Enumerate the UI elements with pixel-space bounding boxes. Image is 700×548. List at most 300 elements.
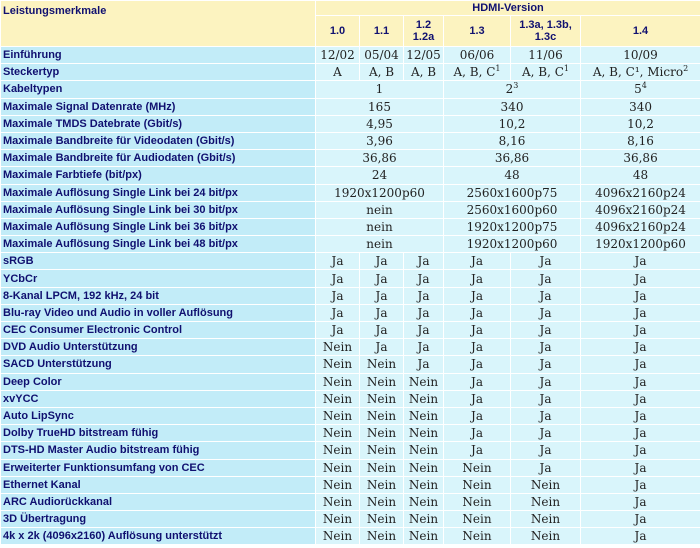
value-text: Ja	[471, 409, 483, 424]
value-cell	[404, 64, 443, 80]
table-row	[1, 356, 700, 372]
feature-label: ARC Audiorückkanal	[1, 494, 315, 510]
table-row	[1, 374, 700, 390]
value-cell	[444, 288, 510, 304]
value-cell	[444, 425, 510, 441]
value-cell	[360, 322, 403, 338]
value-cell	[511, 425, 580, 441]
value-text: A, B	[368, 65, 395, 80]
value-text: Ja	[539, 323, 552, 338]
value-cell	[316, 133, 443, 149]
feature-label: Maximale Bandbreite für Audiodaten (Gbit/s)	[1, 150, 315, 166]
value-cell	[360, 408, 403, 424]
value-cell	[316, 185, 443, 201]
value-cell	[581, 408, 700, 424]
value-text: Ja	[634, 512, 647, 527]
table-row	[1, 425, 700, 441]
feature-label: Auto LipSync	[1, 408, 315, 424]
value-cell	[316, 511, 359, 527]
value-text: Ja	[634, 357, 647, 372]
footnote-marker: 1	[563, 64, 570, 74]
value-cell	[581, 356, 700, 372]
value-text: A, B	[410, 65, 437, 80]
version-label: 1.3	[469, 25, 485, 37]
footnote-marker: 1	[495, 64, 501, 74]
value-cell	[444, 391, 510, 407]
value-text: 12/02	[320, 48, 355, 63]
value-text: 12/05	[406, 48, 441, 63]
value-cell	[581, 477, 700, 493]
table-row	[1, 253, 700, 269]
value-cell	[360, 339, 403, 355]
value-text: 3,96	[366, 134, 393, 149]
value-cell	[444, 150, 580, 166]
value-text: Ja	[471, 443, 483, 458]
value-text: 2560x1600p75	[466, 185, 558, 200]
value-text: 340	[500, 99, 524, 114]
value-text: 1920x1200p75	[466, 219, 558, 234]
value-cell	[511, 322, 580, 338]
table-row	[1, 116, 700, 132]
value-text: 165	[368, 99, 391, 114]
footnote-marker: 3	[513, 81, 519, 91]
value-text: Ja	[634, 494, 647, 509]
table-row	[1, 236, 700, 252]
value-text: Ja	[471, 426, 483, 441]
value-cell	[316, 236, 443, 252]
value-cell	[581, 253, 700, 269]
value-text: Nein	[322, 443, 353, 458]
value-cell	[316, 64, 359, 80]
value-cell	[511, 288, 580, 304]
feature-label: Maximale Farbtiefe (bit/px)	[1, 167, 315, 183]
value-cell	[581, 185, 700, 201]
value-text: Ja	[417, 271, 430, 286]
value-cell	[316, 167, 443, 183]
value-cell	[511, 305, 580, 321]
value-text: Ja	[539, 426, 552, 441]
value-cell	[511, 47, 580, 63]
value-cell	[404, 253, 443, 269]
table-row	[1, 322, 700, 338]
value-cell	[360, 374, 403, 390]
value-cell	[581, 391, 700, 407]
feature-label: Maximale Auflösung Single Link bei 48 bit/px	[1, 236, 315, 252]
value-cell	[360, 460, 403, 476]
value-cell	[581, 47, 700, 63]
value-cell	[404, 442, 443, 458]
value-cell	[444, 47, 510, 63]
value-cell	[444, 99, 580, 115]
footnote-marker: 4	[641, 81, 647, 91]
value-text: Ja	[634, 409, 647, 424]
value-text: nein	[366, 219, 393, 234]
table-row	[1, 494, 700, 510]
value-cell	[511, 460, 580, 476]
value-cell	[404, 356, 443, 372]
value-text: Nein	[366, 443, 397, 458]
value-cell	[581, 288, 700, 304]
version-label: 1.0	[329, 25, 346, 37]
value-cell	[581, 219, 700, 235]
value-cell	[581, 339, 700, 355]
table-row	[1, 511, 700, 527]
version-label: 1.4	[632, 25, 649, 37]
value-text: Nein	[366, 529, 397, 544]
value-text: Nein	[322, 374, 353, 389]
table-row	[1, 219, 700, 235]
value-text: nein	[366, 202, 393, 217]
value-text: Nein	[462, 529, 492, 544]
value-text: Nein	[322, 357, 353, 372]
value-text: 05/04	[364, 48, 399, 63]
value-cell	[444, 64, 510, 80]
value-cell	[360, 528, 403, 544]
footnote-marker: 2	[683, 64, 689, 74]
value-cell	[444, 133, 580, 149]
value-text: 4096x2160p24	[595, 202, 686, 217]
value-text: 11/06	[528, 48, 563, 63]
version-header-1-2	[404, 16, 443, 46]
value-text: Nein	[408, 374, 439, 389]
value-cell	[511, 64, 580, 80]
value-text: Ja	[375, 305, 388, 320]
feature-label: Maximale Auflösung Single Link bei 30 bit/px	[1, 202, 315, 218]
value-cell	[444, 305, 510, 321]
value-cell	[404, 477, 443, 493]
value-cell	[316, 202, 443, 218]
value-text: 36,86	[623, 151, 658, 166]
value-text: Nein	[408, 443, 439, 458]
value-cell	[360, 253, 403, 269]
table-row	[1, 133, 700, 149]
value-cell	[444, 270, 510, 286]
value-cell	[581, 202, 700, 218]
value-cell	[316, 150, 443, 166]
value-text: nein	[366, 237, 393, 252]
feature-label: CEC Consumer Electronic Control	[1, 322, 315, 338]
value-cell	[360, 305, 403, 321]
value-text: 1920x1200p60	[334, 185, 425, 200]
value-text: Nein	[322, 529, 353, 544]
feature-label: 4k x 2k (4096x2160) Auflösung unterstützt	[1, 528, 315, 544]
table-row	[1, 408, 700, 424]
version-label: 1.3c	[534, 31, 557, 43]
value-cell	[316, 322, 359, 338]
feature-label: Dolby TrueHD bitstream fühig	[1, 425, 315, 441]
value-text: 5	[634, 82, 642, 97]
value-text: Nein	[366, 477, 397, 492]
value-text: Nein	[462, 477, 492, 492]
table-row	[1, 460, 700, 476]
value-cell	[581, 494, 700, 510]
value-text: A, B, C	[521, 65, 564, 80]
value-cell	[511, 494, 580, 510]
value-cell	[444, 528, 510, 544]
value-cell	[581, 116, 700, 132]
value-text: Ja	[539, 409, 552, 424]
value-text: Nein	[366, 409, 397, 424]
value-text: Ja	[539, 460, 552, 475]
value-cell	[316, 47, 359, 63]
value-cell	[316, 253, 359, 269]
value-cell	[404, 511, 443, 527]
value-cell	[581, 99, 700, 115]
table-row	[1, 288, 700, 304]
version-header-1-0	[316, 16, 359, 46]
feature-label: Maximale Auflösung Single Link bei 24 bit/px	[1, 185, 315, 201]
value-text: Ja	[471, 340, 483, 355]
value-text: Ja	[539, 443, 552, 458]
value-text: Nein	[530, 512, 561, 527]
value-cell	[581, 167, 700, 183]
value-cell	[360, 425, 403, 441]
value-text: Nein	[530, 477, 561, 492]
value-cell	[316, 305, 359, 321]
value-cell	[316, 270, 359, 286]
value-text: Ja	[634, 529, 647, 544]
value-cell	[316, 460, 359, 476]
value-cell	[360, 511, 403, 527]
table-body	[1, 47, 700, 544]
value-text: Nein	[408, 477, 439, 492]
value-text: Nein	[366, 460, 397, 475]
value-text: Ja	[417, 357, 430, 372]
feature-label: SACD Unterstützung	[1, 356, 315, 372]
value-text: Ja	[375, 288, 388, 303]
value-cell	[511, 270, 580, 286]
value-cell	[404, 528, 443, 544]
feature-label: xvYCC	[1, 391, 315, 407]
value-text: Ja	[331, 323, 344, 338]
value-text: Ja	[634, 288, 647, 303]
version-header-1-1	[360, 16, 403, 46]
value-text: Ja	[634, 340, 647, 355]
value-text: 10,2	[498, 116, 526, 131]
value-cell	[581, 150, 700, 166]
value-cell	[404, 391, 443, 407]
table-row	[1, 528, 700, 544]
value-text: 2560x1600p60	[466, 202, 558, 217]
value-cell	[316, 391, 359, 407]
version-header-1-3a	[511, 16, 580, 46]
value-cell	[511, 253, 580, 269]
value-cell	[316, 528, 359, 544]
value-text: Nein	[408, 460, 439, 475]
value-text: Nein	[322, 494, 353, 509]
value-text: Ja	[471, 288, 483, 303]
value-text: Ja	[417, 254, 430, 269]
value-cell	[404, 288, 443, 304]
value-text: Ja	[539, 254, 552, 269]
value-text: Ja	[331, 305, 344, 320]
table-row	[1, 477, 700, 493]
table-row	[1, 202, 700, 218]
value-cell	[360, 442, 403, 458]
table-row	[1, 339, 700, 355]
value-text: 1920x1200p60	[466, 237, 558, 252]
feature-label: Maximale Signal Datenrate (MHz)	[1, 99, 315, 115]
value-cell	[444, 477, 510, 493]
value-cell	[404, 408, 443, 424]
feature-label: DVD Audio Unterstützung	[1, 339, 315, 355]
value-text: Nein	[366, 426, 397, 441]
table-row	[1, 81, 700, 97]
value-cell	[360, 356, 403, 372]
value-cell	[511, 356, 580, 372]
version-label: 1.2a	[412, 31, 435, 43]
value-cell	[444, 494, 510, 510]
value-cell	[444, 219, 580, 235]
value-cell	[316, 356, 359, 372]
value-cell	[316, 339, 359, 355]
feature-label: 3D Übertragung	[1, 511, 315, 527]
value-text: 2	[505, 82, 514, 97]
table-row	[1, 305, 700, 321]
value-text: Ja	[417, 340, 430, 355]
value-cell	[444, 236, 580, 252]
value-cell	[404, 322, 443, 338]
value-text: Ja	[471, 305, 483, 320]
value-text: A	[333, 65, 342, 80]
value-cell	[360, 391, 403, 407]
value-text: Nein	[366, 494, 397, 509]
feature-label: Erweiterter Funktionsumfang von CEC	[1, 460, 315, 476]
feature-label: Ethernet Kanal	[1, 477, 315, 493]
value-cell	[581, 236, 700, 252]
value-text: Ja	[417, 323, 430, 338]
value-cell	[360, 477, 403, 493]
value-text: 1	[375, 82, 384, 97]
value-text: Ja	[634, 374, 647, 389]
value-text: Ja	[471, 374, 483, 389]
value-cell	[581, 322, 700, 338]
value-cell	[316, 116, 443, 132]
feature-label: Maximale Auflösung Single Link bei 36 bit/px	[1, 219, 315, 235]
value-text: A, B, C	[453, 65, 496, 80]
value-text: Nein	[408, 391, 439, 406]
value-cell	[581, 133, 700, 149]
value-cell	[444, 408, 510, 424]
table-row	[1, 150, 700, 166]
value-text: Ja	[471, 254, 483, 269]
value-text: Nein	[322, 391, 353, 406]
value-cell	[511, 374, 580, 390]
value-text: Ja	[375, 323, 388, 338]
value-cell	[316, 494, 359, 510]
value-text: Nein	[366, 512, 397, 527]
value-text: Nein	[322, 460, 353, 475]
value-text: 4096x2160p24	[595, 219, 686, 234]
value-text: Ja	[331, 254, 344, 269]
feature-column-header: Leistungsmerkmale	[1, 1, 315, 46]
value-cell	[581, 528, 700, 544]
table-row	[1, 391, 700, 407]
value-text: Ja	[471, 391, 483, 406]
value-cell	[360, 47, 403, 63]
value-text: Nein	[462, 460, 492, 475]
value-text: 36,86	[494, 151, 530, 166]
value-text: 4096x2160p24	[595, 185, 686, 200]
version-label: 1.3a, 1.3b,	[519, 19, 572, 31]
value-text: Nein	[366, 374, 397, 389]
value-text: Ja	[539, 288, 552, 303]
value-text: Nein	[530, 494, 561, 509]
value-cell	[444, 460, 510, 476]
value-cell	[444, 374, 510, 390]
value-text: A, B, C¹, Micro	[592, 65, 684, 80]
value-text: Nein	[530, 529, 561, 544]
value-cell	[316, 99, 443, 115]
value-cell	[581, 425, 700, 441]
feature-label: Blu-ray Video und Audio in voller Auflösung	[1, 305, 315, 321]
value-text: 36,86	[362, 151, 397, 166]
feature-label: Maximale Bandbreite für Videodaten (Gbit/s)	[1, 133, 315, 149]
value-cell	[404, 494, 443, 510]
value-text: Nein	[366, 357, 397, 372]
value-cell	[511, 408, 580, 424]
value-text: 48	[632, 168, 649, 183]
value-cell	[511, 391, 580, 407]
value-text: Ja	[634, 323, 647, 338]
value-text: Ja	[634, 391, 647, 406]
value-cell	[404, 47, 443, 63]
value-text: Ja	[539, 391, 552, 406]
version-label: 1.1	[373, 25, 390, 37]
value-cell	[316, 425, 359, 441]
table-row	[1, 185, 700, 201]
value-cell	[316, 81, 443, 97]
value-text: Ja	[634, 254, 647, 269]
value-cell	[444, 442, 510, 458]
value-text: Ja	[375, 271, 388, 286]
value-text: Ja	[634, 305, 647, 320]
feature-label: 8-Kanal LPCM, 192 kHz, 24 bit	[1, 288, 315, 304]
value-text: Ja	[417, 288, 430, 303]
value-cell	[444, 202, 580, 218]
value-text: Ja	[375, 340, 388, 355]
value-cell	[444, 322, 510, 338]
value-cell	[581, 511, 700, 527]
value-cell	[444, 167, 580, 183]
value-text: 1920x1200p60	[595, 237, 686, 252]
value-cell	[511, 528, 580, 544]
value-cell	[360, 494, 403, 510]
feature-label: YCbCr	[1, 270, 315, 286]
value-text: 8,16	[498, 134, 526, 149]
value-text: Ja	[539, 340, 552, 355]
value-cell	[360, 64, 403, 80]
value-text: 10,2	[627, 116, 654, 131]
value-text: 48	[504, 168, 520, 183]
value-cell	[360, 288, 403, 304]
value-text: Ja	[634, 443, 647, 458]
value-cell	[316, 288, 359, 304]
feature-label: Maximale TMDS Datebrate (Gbit/s)	[1, 116, 315, 132]
value-cell	[444, 81, 580, 97]
value-cell	[316, 408, 359, 424]
value-text: Ja	[375, 254, 388, 269]
value-cell	[444, 185, 580, 201]
value-text: Ja	[539, 374, 552, 389]
value-cell	[404, 374, 443, 390]
value-text: Nein	[462, 512, 492, 527]
value-text: 10/09	[623, 48, 658, 63]
value-text: Nein	[322, 426, 353, 441]
value-text: 8,16	[627, 134, 654, 149]
feature-label: Steckertyp	[1, 64, 315, 80]
value-text: Ja	[331, 271, 344, 286]
